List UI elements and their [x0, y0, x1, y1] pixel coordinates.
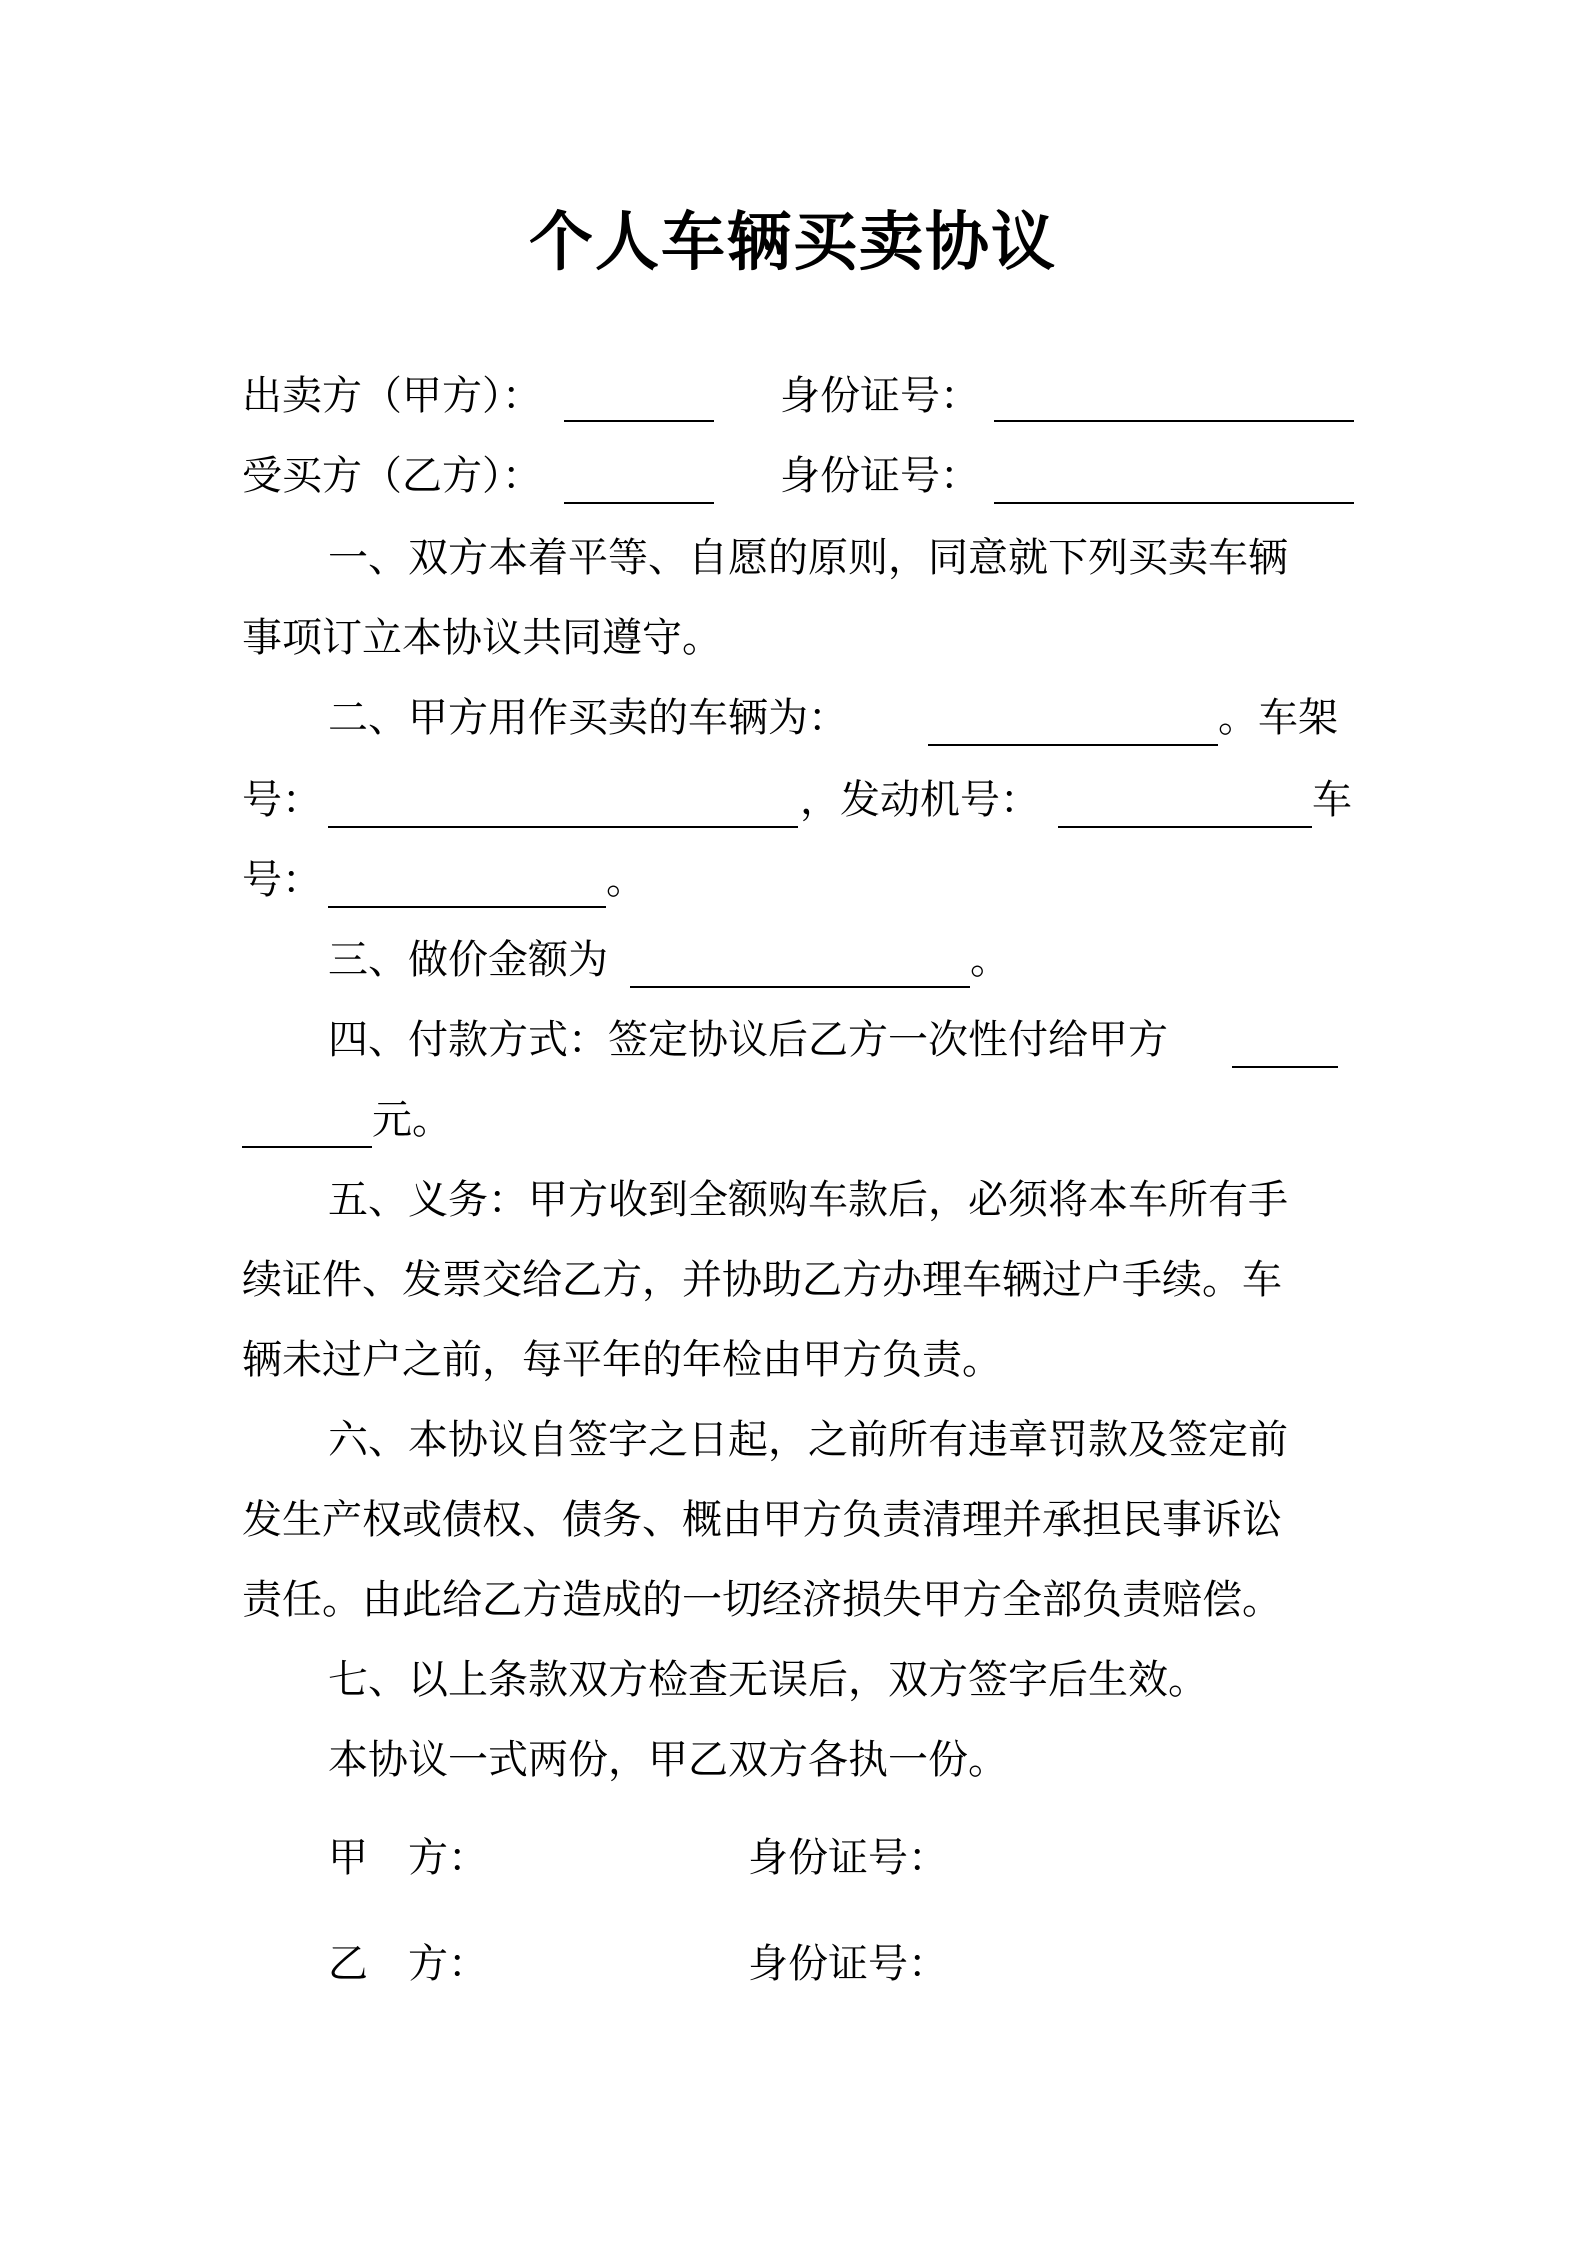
clause-5-line-3: 辆未过户之前，每平年的年检由甲方负责。: [242, 1337, 1002, 1383]
buyer-id-label: 身份证号：: [780, 453, 980, 499]
clause-2-plate-number-label: 号：: [242, 857, 322, 903]
clause-2-frame-label: 。车架: [1218, 695, 1338, 741]
clause-2-engine-label: ，发动机号：: [800, 777, 1040, 823]
plate-number-blank[interactable]: [328, 906, 606, 908]
engine-number-blank[interactable]: [1058, 826, 1312, 828]
seller-label: 出卖方（甲方）：: [242, 373, 542, 419]
clause-6-line-3: 责任。由此给乙方造成的一切经济损失甲方全部负责赔偿。: [242, 1577, 1282, 1623]
clause-3-period: 。: [970, 937, 1010, 983]
buyer-label: 受买方（乙方）：: [242, 453, 542, 499]
clause-2-frame-number-label: 号：: [242, 777, 322, 823]
copies-statement: 本协议一式两份，甲乙双方各执一份。: [328, 1737, 1008, 1783]
frame-number-blank[interactable]: [328, 826, 798, 828]
clause-3-price-label: 三、做价金额为: [328, 937, 608, 983]
payment-amount-blank-1[interactable]: [1232, 1066, 1338, 1068]
clause-5-line-1: 五、义务：甲方收到全额购车款后，必须将本车所有手: [328, 1177, 1288, 1223]
clause-6-line-1: 六、本协议自签字之日起，之前所有违章罚款及签定前: [328, 1417, 1288, 1463]
signature-party-a-label: 甲 方：: [328, 1835, 488, 1881]
buyer-name-blank[interactable]: [564, 502, 714, 504]
vehicle-blank[interactable]: [928, 744, 1218, 746]
signature-party-b-label: 乙 方：: [328, 1941, 488, 1987]
signature-party-a-id-label: 身份证号：: [748, 1835, 948, 1881]
signature-party-b-id-label: 身份证号：: [748, 1941, 948, 1987]
clause-1-line-1: 一、双方本着平等、自愿的原则，同意就下列买卖车辆: [328, 535, 1288, 581]
clause-2-period: 。: [606, 857, 646, 903]
seller-id-label: 身份证号：: [780, 373, 980, 419]
buyer-id-blank[interactable]: [994, 502, 1354, 504]
seller-id-blank[interactable]: [994, 420, 1354, 422]
clause-6-line-2: 发生产权或债权、债务、概由甲方负责清理并承担民事诉讼: [242, 1497, 1282, 1543]
seller-name-blank[interactable]: [564, 420, 714, 422]
price-blank[interactable]: [630, 986, 970, 988]
clause-2-plate-label: 车: [1312, 777, 1352, 823]
clause-5-line-2: 续证件、发票交给乙方，并协助乙方办理车辆过户手续。车: [242, 1257, 1282, 1303]
clause-7: 七、以上条款双方检查无误后，双方签字后生效。: [328, 1657, 1208, 1703]
payment-amount-blank-2[interactable]: [242, 1146, 372, 1148]
clause-4-payment-label: 四、付款方式：签定协议后乙方一次性付给甲方: [328, 1017, 1168, 1063]
clause-2-vehicle-label: 二、甲方用作买卖的车辆为：: [328, 695, 848, 741]
document-title: 个人车辆买卖协议: [529, 206, 1057, 280]
clause-4-yuan: 元。: [372, 1097, 452, 1143]
clause-1-line-2: 事项订立本协议共同遵守。: [242, 615, 722, 661]
